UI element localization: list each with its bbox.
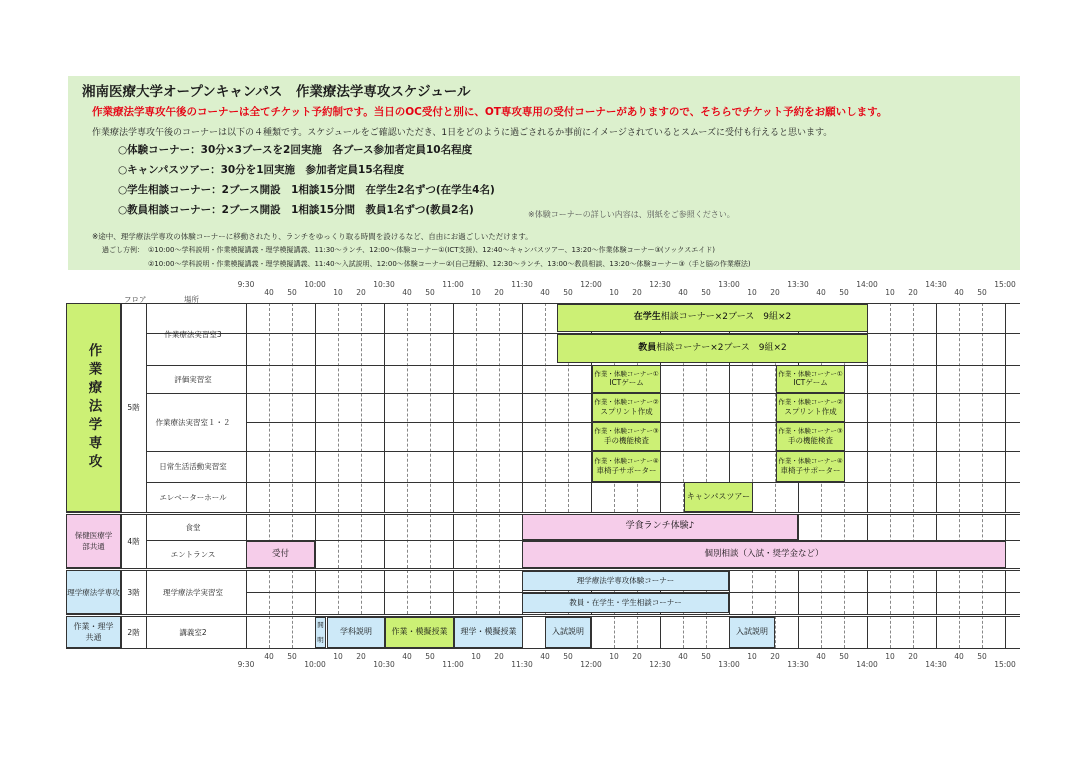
example-plan-1: ①10:00～学科説明・作業模擬講義・理学模擬講義、11:30～ランチ、12:00～体験コーナー①(ICT支援)、12:40～キャンパスツアー、13:20～作業体験コーナー③(ソックスエイド) <box>148 246 715 254</box>
event-campus-tour: キャンパスツアー <box>684 482 753 512</box>
time-tick-label: 10 <box>471 652 481 661</box>
floor-4: 4階 <box>127 536 140 546</box>
time-tick-label: 10 <box>333 652 343 661</box>
time-gridline <box>844 616 845 648</box>
time-tick-label: 20 <box>494 652 504 661</box>
event-exam-explain-1: 入試説明 <box>545 617 591 648</box>
time-gridline <box>683 616 684 648</box>
time-tick-label: 20 <box>770 288 780 297</box>
reservation-notice: 作業療法学専攻午後のコーナーは全てチケット予約制です。当日のOC受付と別に、OT専攻専用の受付コーナーがありますので、そちらでチケット予約をお願いします。 <box>92 106 888 118</box>
time-gridline <box>338 514 339 568</box>
place-ot-lab-3: 作業療法実習室3 <box>164 329 222 339</box>
time-gridline <box>407 514 408 568</box>
time-gridline <box>338 303 339 512</box>
time-tick-label: 14:30 <box>925 280 947 289</box>
time-tick-label: 13:00 <box>718 280 740 289</box>
time-tick-label: 13:00 <box>718 660 740 669</box>
header-panel <box>68 76 1020 270</box>
time-tick-label: 40 <box>540 652 550 661</box>
place-pt-lab: 理学療法学実習室 <box>163 587 223 597</box>
time-tick-label: 20 <box>632 652 642 661</box>
corner-campus-tour: ○キャンパスツアー：30分を1回実施 参加者定員15名程度 <box>118 164 405 176</box>
time-tick-label: 10 <box>609 288 619 297</box>
time-tick-label: 50 <box>839 652 849 661</box>
time-tick-label: 50 <box>701 288 711 297</box>
time-tick-label: 10 <box>747 288 757 297</box>
row-divider <box>146 393 1020 394</box>
time-gridline <box>545 303 546 512</box>
time-gridline <box>522 303 523 512</box>
time-gridline <box>499 303 500 512</box>
time-tick-label: 50 <box>977 652 987 661</box>
time-tick-label: 50 <box>425 652 435 661</box>
category-ot: 作業療法学専攻 <box>66 303 121 512</box>
event-opening: 開 明 <box>315 617 326 648</box>
time-tick-label: 40 <box>678 288 688 297</box>
time-tick-label: 50 <box>425 288 435 297</box>
event-ot-mock-class: 作業・模擬授業 <box>385 617 454 648</box>
category-ot-pt-common: 作業・理学共通 <box>66 616 121 648</box>
time-gridline <box>959 303 960 512</box>
time-gridline <box>430 514 431 568</box>
time-gridline <box>384 303 385 512</box>
time-gridline <box>867 616 868 648</box>
time-tick-label: 40 <box>816 288 826 297</box>
floor-2: 2階 <box>127 627 140 637</box>
time-tick-label: 10:00 <box>304 280 326 289</box>
time-tick-label: 40 <box>264 652 274 661</box>
event-ot-corner-1-first: 作業・体験コーナー① ICTゲーム <box>592 365 661 393</box>
event-lunch: 学食ランチ体験♪ <box>522 514 798 540</box>
event-ot-corner-1-second: 作業・体験コーナー① ICTゲーム <box>776 365 845 393</box>
time-gridline <box>959 616 960 648</box>
time-tick-label: 40 <box>954 288 964 297</box>
row-divider <box>146 365 1020 366</box>
event-student-consult: 在学生 相談コーナー×2ブース 9組×2 <box>557 304 868 332</box>
time-gridline <box>913 303 914 512</box>
time-tick-label: 50 <box>839 288 849 297</box>
time-tick-label: 10 <box>885 652 895 661</box>
time-gridline <box>361 514 362 568</box>
time-gridline <box>1005 616 1006 648</box>
band-border <box>66 512 1020 513</box>
time-gridline <box>821 616 822 648</box>
page-title: 湘南医療大学オープンキャンパス 作業療法学専攻スケジュール <box>82 84 471 100</box>
band-border <box>66 568 1020 569</box>
row-divider <box>146 482 1020 483</box>
time-gridline <box>890 303 891 512</box>
time-tick-label: 40 <box>954 652 964 661</box>
time-gridline <box>614 616 615 648</box>
time-tick-label: 15:00 <box>994 660 1016 669</box>
event-ot-corner-2-second: 作業・体験コーナー② スプリント作成 <box>776 393 845 422</box>
row-divider <box>146 451 1020 452</box>
time-gridline <box>269 303 270 512</box>
time-tick-label: 20 <box>494 288 504 297</box>
place-elevator-hall: エレベーターホール <box>159 492 227 502</box>
time-gridline <box>361 303 362 512</box>
time-tick-label: 10 <box>747 652 757 661</box>
category-pt: 理学療法学専攻 <box>66 570 121 614</box>
time-gridline <box>384 514 385 568</box>
time-tick-label: 11:00 <box>442 280 464 289</box>
time-gridline <box>499 514 500 568</box>
place-cafeteria: 食堂 <box>185 522 201 532</box>
event-ot-corner-3-second: 作業・体験コーナー③ 手の機能検査 <box>776 422 845 451</box>
time-tick-label: 11:30 <box>511 280 533 289</box>
time-gridline <box>453 303 454 512</box>
time-tick-label: 9:30 <box>237 660 255 669</box>
place-evaluation-lab: 評価実習室 <box>174 374 212 384</box>
time-tick-label: 20 <box>770 652 780 661</box>
time-tick-label: 20 <box>356 288 366 297</box>
event-reception: 受付 <box>246 541 315 568</box>
floor-3: 3階 <box>127 587 140 597</box>
time-tick-label: 10 <box>471 288 481 297</box>
time-gridline <box>798 616 799 648</box>
time-gridline <box>1005 303 1006 512</box>
event-individual-consult: 個別相談（入試・奨学金など） <box>522 541 1006 568</box>
corner-teacher-consult: ○教員相談コーナー：2ブース開設 1相談15分間 教員1名ずつ(教員2名) <box>118 204 474 216</box>
time-tick-label: 11:00 <box>442 660 464 669</box>
corner-experience: ○体験コーナー：30分×3ブースを2回実施 各ブース参加者定員10名程度 <box>118 144 473 156</box>
see-attachment-note: ※体験コーナーの詳しい内容は、別紙をご参照ください。 <box>528 210 735 219</box>
time-gridline <box>292 616 293 648</box>
schedule-grid <box>66 280 1020 669</box>
band-border <box>66 648 1020 649</box>
floor-5: 5階 <box>127 403 140 412</box>
event-ot-corner-4-second: 作業・体験コーナー④ 車椅子サポーター <box>776 451 845 482</box>
time-tick-label: 50 <box>977 288 987 297</box>
time-tick-label: 20 <box>908 652 918 661</box>
time-gridline <box>982 303 983 512</box>
time-gridline <box>453 514 454 568</box>
place-entrance: エントランス <box>170 549 216 559</box>
event-ot-corner-3-first: 作業・体験コーナー③ 手の機能検査 <box>592 422 661 451</box>
event-teacher-consult: 教員 相談コーナー×2ブース 9組×2 <box>557 334 868 363</box>
time-tick-label: 50 <box>701 652 711 661</box>
time-tick-label: 14:00 <box>856 280 878 289</box>
time-tick-label: 15:00 <box>994 280 1016 289</box>
event-pt-experience: 理学療法学専攻体験コーナー <box>522 571 729 591</box>
time-tick-label: 12:30 <box>649 280 671 289</box>
column-divider <box>246 303 247 512</box>
place-adl-lab: 日常生活活動実習室 <box>159 462 227 471</box>
time-tick-label: 40 <box>816 652 826 661</box>
corner-student-consult: ○学生相談コーナー：2ブース開設 1相談15分間 在学生2名ずつ(在学生4名) <box>118 184 495 196</box>
time-gridline <box>476 514 477 568</box>
time-tick-label: 10:30 <box>373 280 395 289</box>
time-tick-label: 40 <box>402 288 412 297</box>
time-gridline <box>591 616 592 648</box>
time-gridline <box>706 616 707 648</box>
event-pt-consult: 教員・在学生・学生相談コーナー <box>522 593 729 613</box>
time-tick-label: 10:00 <box>304 660 326 669</box>
time-tick-label: 12:00 <box>580 280 602 289</box>
place-ot-lab-1-2: 作業療法実習室１・２ <box>155 417 231 427</box>
time-tick-label: 9:30 <box>237 280 255 289</box>
time-tick-label: 40 <box>540 288 550 297</box>
time-tick-label: 14:00 <box>856 660 878 669</box>
time-gridline <box>269 616 270 648</box>
example-plan-2: ②10:00～学科説明・作業模擬講義・理学模擬講義、11:40～入試説明、12:00～体験コーナー②(自己理解)、12:30～ランチ、13:00～教員相談、13:20～体験コーナー③（手と脳の作業療法) <box>148 260 751 268</box>
time-tick-label: 10 <box>885 288 895 297</box>
time-tick-label: 12:00 <box>580 660 602 669</box>
time-gridline <box>913 616 914 648</box>
category-common-health: 保健医療学部共通 <box>66 514 121 568</box>
example-label: 過ごし方例： <box>102 246 144 254</box>
time-tick-label: 20 <box>632 288 642 297</box>
time-gridline <box>430 303 431 512</box>
time-gridline <box>315 303 316 512</box>
time-tick-label: 20 <box>908 288 918 297</box>
event-ot-corner-4-first: 作業・体験コーナー④ 車椅子サポーター <box>592 451 661 482</box>
time-gridline <box>936 616 937 648</box>
time-tick-label: 50 <box>563 288 573 297</box>
time-gridline <box>315 514 316 568</box>
time-tick-label: 10 <box>333 288 343 297</box>
time-tick-label: 13:30 <box>787 660 809 669</box>
event-exam-explain-2: 入試説明 <box>729 617 775 648</box>
floor-column-header: フロア <box>124 295 147 304</box>
time-gridline <box>890 616 891 648</box>
time-gridline <box>407 303 408 512</box>
time-gridline <box>982 616 983 648</box>
time-gridline <box>660 616 661 648</box>
band-border <box>66 614 1020 615</box>
time-tick-label: 13:30 <box>787 280 809 289</box>
time-tick-label: 12:30 <box>649 660 671 669</box>
intro-text: 作業療法学専攻午後のコーナーは以下の４種類です。スケジュールをご確認いただき、1日をどのように過ごされるか事前にイメージされているとスムーズに受付も行えると思います。 <box>92 128 833 138</box>
time-tick-label: 40 <box>402 652 412 661</box>
place-column-header: 場所 <box>184 295 199 304</box>
time-tick-label: 40 <box>678 652 688 661</box>
time-gridline <box>637 616 638 648</box>
event-ot-corner-2-first: 作業・体験コーナー② スプリント作成 <box>592 393 661 422</box>
column-divider <box>246 616 247 648</box>
time-tick-label: 50 <box>287 288 297 297</box>
time-tick-label: 11:30 <box>511 660 533 669</box>
time-gridline <box>936 303 937 512</box>
free-time-note: ※途中、理学療法学専攻の体験コーナーに移動されたり、ランチをゆっくり取る時間を設けるなど、自由にお過ごしいただけます。 <box>92 232 533 241</box>
time-tick-label: 14:30 <box>925 660 947 669</box>
time-tick-label: 10:30 <box>373 660 395 669</box>
time-tick-label: 50 <box>287 652 297 661</box>
time-tick-label: 40 <box>264 288 274 297</box>
time-tick-label: 10 <box>609 652 619 661</box>
time-gridline <box>292 303 293 512</box>
place-lecture-room-2: 講義室2 <box>179 627 207 637</box>
time-gridline <box>476 303 477 512</box>
time-gridline <box>775 616 776 648</box>
time-tick-label: 20 <box>356 652 366 661</box>
event-dept-explain: 学科説明 <box>327 617 385 648</box>
event-pt-mock-class: 理学・模擬授業 <box>454 617 523 648</box>
time-tick-label: 50 <box>563 652 573 661</box>
